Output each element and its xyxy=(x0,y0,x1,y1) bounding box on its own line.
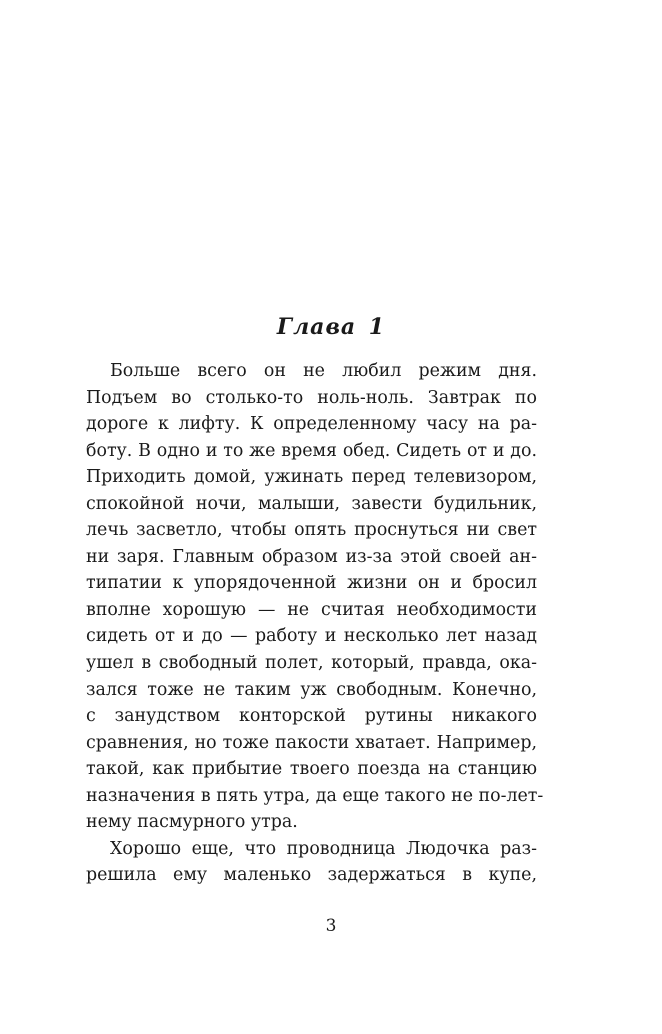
text-line: зался тоже не таким уж свободным. Конечно, xyxy=(86,679,537,700)
text-line: спокойной ночи, малыши, завести будильник, xyxy=(86,493,537,514)
text-line: назначения в пять утра, да еще такого не по-лет- xyxy=(86,785,544,806)
page-number: 3 xyxy=(325,916,337,936)
text-line: с занудством конторской рутины никакого xyxy=(86,706,537,727)
text-line: ушел в свободный полет, который, правда, ока- xyxy=(86,653,537,674)
text-line: нему пасмурного утра. xyxy=(86,812,298,833)
body-text xyxy=(86,358,544,889)
text-line: сравнения, но тоже пакости хватает. Например, xyxy=(86,732,537,753)
text-line: Больше всего он не любил режим дня. xyxy=(110,361,537,381)
text-line: дороге к лифту. К определенному часу на ра- xyxy=(86,414,537,435)
text-line: Приходить домой, ужинать перед телевизором, xyxy=(86,467,537,488)
text-line: лечь засветло, чтобы опять проснуться ни свет xyxy=(86,520,537,541)
text-line: Подъем во столько-то ноль-ноль. Завтрак по xyxy=(86,387,537,408)
text-line: боту. В одно и то же время обед. Сидеть от и до. xyxy=(86,440,537,461)
text-line: сидеть от и до — работу и несколько лет назад xyxy=(86,626,537,647)
text-line: Хорошо еще, что проводница Людочка раз- xyxy=(110,838,537,859)
chapter-title: Глава 1 xyxy=(276,314,386,340)
text-line: ни заря. Главным образом из-за этой своей ан- xyxy=(86,546,537,567)
text-line: типатии к упорядоченной жизни он и бросил xyxy=(86,573,537,594)
text-line: вполне хорошую — не считая необходимости xyxy=(86,599,537,620)
text-line: такой, как прибытие твоего поезда на станцию xyxy=(86,759,537,780)
text-line: решила ему маленько задержаться в купе, xyxy=(86,865,537,886)
